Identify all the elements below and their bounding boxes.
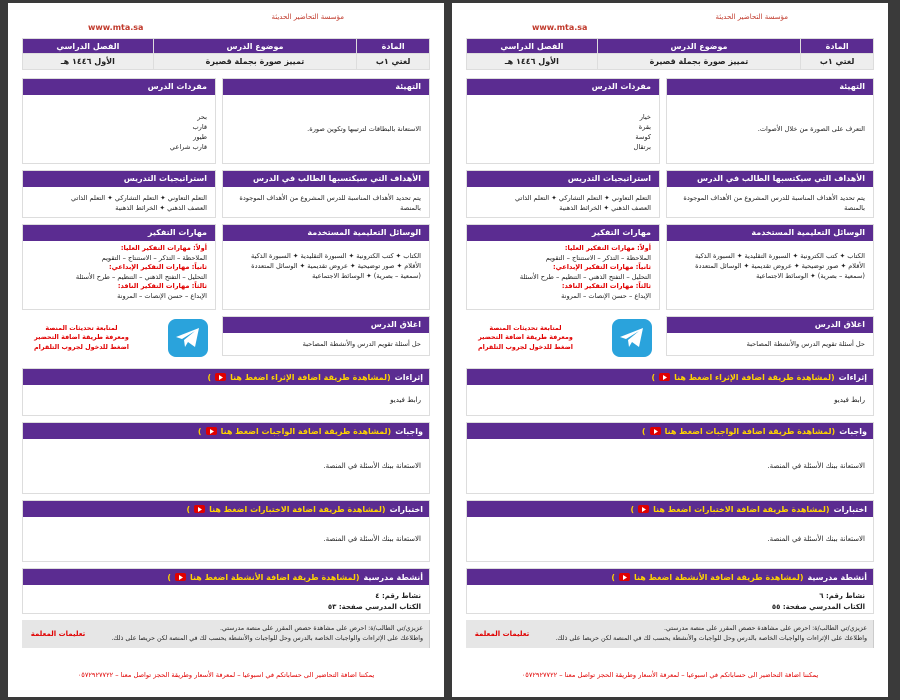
paren: ) (207, 372, 212, 382)
homework-text: الاستعانة ببنك الأسئلة في المنصة. (767, 462, 865, 470)
intro-text: الاستعانة بالبطاقات لترتيبها وتكوين صورة. (307, 124, 421, 133)
homework-help-link[interactable]: (لمشاهدة طريقة اضافة الواجبات اضغط هنا (220, 426, 392, 436)
activity-page: الكتاب المدرسي صفحة: ٥٥ (771, 603, 865, 612)
homework-text: الاستعانة ببنك الأسئلة في المنصة. (323, 462, 421, 470)
term-value: الأول ١٤٤٦ هـ (23, 54, 154, 70)
page-footer: يمكننا اضافة التحاضير الى حساباتكم في اسبوعيا – لمعرفة الأسعار وطريقة الحجز تواصل معنا – ٠٥٧٢٩٢٧٧٢٢ (77, 671, 375, 679)
tools-line: الأقلام ✦ صور توضيحية ✦ عروض تقديمية ✦ الوسائل المتعددة (695, 262, 865, 271)
tests-title: اختبارات (389, 504, 423, 514)
homework-title: واجبات (395, 426, 423, 436)
term-header: الفصل الدراسي (23, 39, 154, 54)
homework-section (22, 422, 430, 494)
closing-title: اغلاق الدرس (223, 317, 429, 333)
activities-help-link[interactable]: (لمشاهدة طريقة اضافة الأنشطة اضغط هنا (189, 572, 360, 582)
activities-section (466, 568, 874, 614)
vocab-title: مفردات الدرس (23, 79, 215, 95)
vocab-title: مفردات الدرس (467, 79, 659, 95)
vocab-item: خيار (639, 113, 651, 121)
vocab-item: قارب (192, 122, 207, 131)
paren: ) (651, 372, 656, 382)
lesson-info-table (466, 38, 874, 70)
strategies-line: التعلم التعاوني ✦ التعلم التشاركي ✦ التعلم الذاتي (514, 194, 651, 202)
telegram-text: ومعرفة طريقة اضافة التحضير (478, 333, 573, 342)
subject-header: المادة (357, 39, 430, 54)
closing-text: حل أسئلة تقويم الدرس والأنشطة المصاحبة (746, 340, 865, 348)
strategies-box (466, 170, 660, 218)
enrichment-text: رابط فيديو (834, 396, 865, 404)
thinking-text: الإبداع – حسن الإنصات – المرونة (561, 291, 651, 300)
vocab-box (466, 78, 660, 164)
instruction-line: واطلاعك على الإثراءات والواجبات الخاصة بالدرس وحل للواجبات والأنشطة يحسب لك في المنصة لكن حريصا على ذلك. (111, 635, 423, 643)
paren: ) (630, 504, 635, 514)
tests-title: اختبارات (833, 504, 867, 514)
thinking-title: مهارات التفكير (23, 225, 215, 241)
thinking-box (466, 224, 660, 310)
activities-title: أنشطة مدرسية (363, 572, 423, 582)
tools-box (222, 224, 430, 310)
intro-box (222, 78, 430, 164)
activity-page: الكتاب المدرسي صفحة: ٥٣ (327, 603, 421, 612)
enrichment-help-link[interactable]: (لمشاهدة طريقة اضافة الإثراء اضغط هنا (674, 372, 835, 382)
activities-title: أنشطة مدرسية (807, 572, 867, 582)
instruction-line: عزيزي/تي الطالب/ة: احرص على مشاهدة حصص المقرر على منصة مدرستي. (664, 625, 867, 632)
goals-box (222, 170, 430, 218)
subject-header: المادة (801, 39, 874, 54)
strategies-line: العصف الذهني ✦ الخرائط الذهنية (559, 204, 651, 213)
instruction-line: واطلاعك على الإثراءات والواجبات الخاصة بالدرس وحل للواجبات والأنشطة يحسب لك في المنصة لكن حريصا على ذلك. (555, 635, 867, 643)
tools-line: الأقلام ✦ صور توضيحية ✦ عروض تقديمية ✦ الوسائل المتعددة (251, 262, 421, 271)
thinking-heading: ثانياً: مهارات التفكير الإبداعي: (552, 263, 651, 272)
telegram-text: لمتابعة تحديثات المنصة (489, 323, 562, 332)
thinking-heading: ثالثاً: مهارات التفكير الناقد: (117, 282, 207, 291)
enrichment-text: رابط فيديو (390, 396, 421, 404)
subject-value: لغتي ١ب (801, 54, 874, 70)
tests-section (466, 500, 874, 562)
telegram-banner[interactable] (22, 316, 216, 360)
telegram-icon[interactable] (612, 319, 652, 357)
intro-title: التهيئة (667, 79, 873, 95)
teacher-instructions (22, 620, 430, 648)
strategies-box (22, 170, 216, 218)
topic-value: تمييز صورة بجملة قصيرة (597, 54, 801, 70)
tests-text: الاستعانة ببنك الأسئلة في المنصة. (323, 535, 421, 543)
youtube-icon[interactable] (194, 505, 205, 513)
term-value: الأول ١٤٤٦ هـ (467, 54, 598, 70)
intro-text: التعرف على الصورة من خلال الأصوات. (757, 124, 865, 133)
intro-box (666, 78, 874, 164)
enrichment-section (466, 368, 874, 416)
closing-box (666, 316, 874, 356)
topic-header: موضوع الدرس (597, 39, 801, 54)
vocab-list (467, 95, 659, 159)
vocab-item: برتقال (633, 142, 651, 151)
goals-text: يتم تحديد الأهداف المناسبة للدرس المشروع من الأهداف الموجودة بالمنصة (683, 194, 865, 213)
enrichment-section (22, 368, 430, 416)
topic-header: موضوع الدرس (153, 39, 357, 54)
lesson-grid (452, 78, 888, 366)
vocab-box (22, 78, 216, 164)
thinking-text: التحليل – التفتح الذهني – التنظيم – طرح الأسئلة (75, 272, 207, 281)
tests-section (22, 500, 430, 562)
telegram-icon[interactable] (168, 319, 208, 357)
lesson-grid (8, 78, 444, 366)
telegram-text: اضغط للدخول لجروب التلقرام (478, 342, 573, 351)
strategies-title: استراتيجيات التدريس (23, 171, 215, 187)
paren: ) (186, 504, 191, 514)
activities-section (22, 568, 430, 614)
goals-title: الأهداف التي سيكتسبها الطالب في الدرس (223, 171, 429, 187)
enrichment-title: إثراءات (394, 372, 423, 382)
org-name: مؤسسة التحاضير الحديثة (715, 13, 788, 21)
org-name: مؤسسة التحاضير الحديثة (271, 13, 344, 21)
youtube-icon[interactable] (659, 373, 670, 381)
closing-box (222, 316, 430, 356)
thinking-text: الإبداع – حسن الإنصات – المرونة (117, 291, 207, 300)
telegram-banner[interactable] (466, 316, 660, 360)
thinking-heading: أولاً: مهارات التفكير العليا: (120, 244, 207, 252)
instructions-title: تعليمات المعلمة (30, 630, 86, 639)
youtube-icon[interactable] (619, 573, 630, 581)
youtube-icon[interactable] (215, 373, 226, 381)
homework-section (466, 422, 874, 494)
thinking-text: الملاحظة – التذكر – الاستنتاج – التقويم (545, 253, 651, 262)
lesson-page-2 (8, 3, 444, 697)
youtube-icon[interactable] (175, 573, 186, 581)
topic-value: تمييز صورة بجملة قصيرة (153, 54, 357, 70)
page-footer: يمكننا اضافة التحاضير الى حساباتكم في اسبوعيا – لمعرفة الأسعار وطريقة الحجز تواصل معنا – ٠٥٧٢٩٢٧٧٢٢ (521, 671, 819, 679)
thinking-text: التحليل – التفتح الذهني – التنظيم – طرح الأسئلة (519, 272, 651, 281)
closing-title: اغلاق الدرس (667, 317, 873, 333)
youtube-icon[interactable] (206, 427, 217, 435)
page-header (452, 3, 888, 38)
telegram-text: ومعرفة طريقة اضافة التحضير (34, 333, 129, 342)
page-header (8, 3, 444, 38)
tools-line: الكتاب ✦ كتب الكترونية ✦ السبورة التقليدية ✦ السبورة الذكية (250, 252, 421, 260)
term-header: الفصل الدراسي (467, 39, 598, 54)
vocab-item: كوسة (635, 132, 651, 141)
tools-line: (سمعية – بصرية) ✦ الوسائط الاجتماعية (756, 272, 865, 281)
thinking-text: الملاحظة – التذكر – الاستنتاج – التقويم (101, 253, 207, 262)
instruction-line: عزيزي/تي الطالب/ة: احرص على مشاهدة حصص المقرر على منصة مدرستي. (220, 625, 423, 632)
homework-help-link[interactable]: (لمشاهدة طريقة اضافة الواجبات اضغط هنا (664, 426, 836, 436)
paren: ) (167, 572, 171, 582)
intro-title: التهيئة (223, 79, 429, 95)
site-link[interactable]: www.mta.sa (532, 23, 588, 32)
site-link[interactable]: www.mta.sa (88, 23, 144, 32)
thinking-heading: ثانياً: مهارات التفكير الإبداعي: (108, 263, 207, 272)
activity-number: نشاط رقم: ٦ (819, 592, 865, 600)
tools-line: (سمعية – بصرية) ✦ الوسائط الاجتماعية (312, 272, 421, 281)
closing-text: حل أسئلة تقويم الدرس والأنشطة المصاحبة (302, 340, 421, 348)
thinking-title: مهارات التفكير (467, 225, 659, 241)
telegram-text: لمتابعة تحديثات المنصة (45, 323, 118, 332)
strategies-line: التعلم التعاوني ✦ التعلم التشاركي ✦ التعلم الذاتي (70, 194, 207, 202)
instructions-title: تعليمات المعلمة (474, 630, 530, 639)
vocab-item: بحر (197, 113, 207, 121)
youtube-icon[interactable] (638, 505, 649, 513)
enrichment-title: إثراءات (838, 372, 867, 382)
strategies-title: استراتيجيات التدريس (467, 171, 659, 187)
thinking-heading: ثالثاً: مهارات التفكير الناقد: (561, 282, 651, 291)
strategies-line: العصف الذهني ✦ الخرائط الذهنية (115, 204, 207, 213)
tools-line: الكتاب ✦ كتب الكترونية ✦ السبورة التقليدية ✦ السبورة الذكية (694, 252, 865, 260)
teacher-instructions (466, 620, 874, 648)
tools-title: الوسائل التعليمية المستخدمة (223, 225, 429, 241)
vocab-item: بقرة (638, 122, 651, 131)
paren: ) (197, 426, 202, 436)
lesson-info-table (22, 38, 430, 70)
tools-box (666, 224, 874, 310)
tests-text: الاستعانة ببنك الأسئلة في المنصة. (767, 535, 865, 543)
youtube-icon[interactable] (650, 427, 661, 435)
subject-value: لغتي ١ب (357, 54, 430, 70)
vocab-item: قارب شراعي (169, 142, 207, 151)
goals-box (666, 170, 874, 218)
tests-help-link[interactable]: (لمشاهدة طريقة اضافة الاختبارات اضغط هنا (209, 504, 386, 514)
tools-title: الوسائل التعليمية المستخدمة (667, 225, 873, 241)
paren: ) (611, 572, 615, 582)
thinking-heading: أولاً: مهارات التفكير العليا: (564, 244, 651, 252)
tests-help-link[interactable]: (لمشاهدة طريقة اضافة الاختبارات اضغط هنا (653, 504, 830, 514)
homework-title: واجبات (839, 426, 867, 436)
activities-help-link[interactable]: (لمشاهدة طريقة اضافة الأنشطة اضغط هنا (633, 572, 804, 582)
enrichment-help-link[interactable]: (لمشاهدة طريقة اضافة الإثراء اضغط هنا (230, 372, 391, 382)
goals-title: الأهداف التي سيكتسبها الطالب في الدرس (667, 171, 873, 187)
goals-text: يتم تحديد الأهداف المناسبة للدرس المشروع من الأهداف الموجودة بالمنصة (239, 194, 421, 213)
paren: ) (641, 426, 646, 436)
lesson-page-1 (452, 3, 888, 697)
activity-number: نشاط رقم: ٤ (375, 592, 421, 600)
telegram-text: اضغط للدخول لجروب التلقرام (34, 342, 129, 351)
thinking-box (22, 224, 216, 310)
vocab-item: طيور (193, 132, 207, 141)
vocab-list (23, 95, 215, 159)
